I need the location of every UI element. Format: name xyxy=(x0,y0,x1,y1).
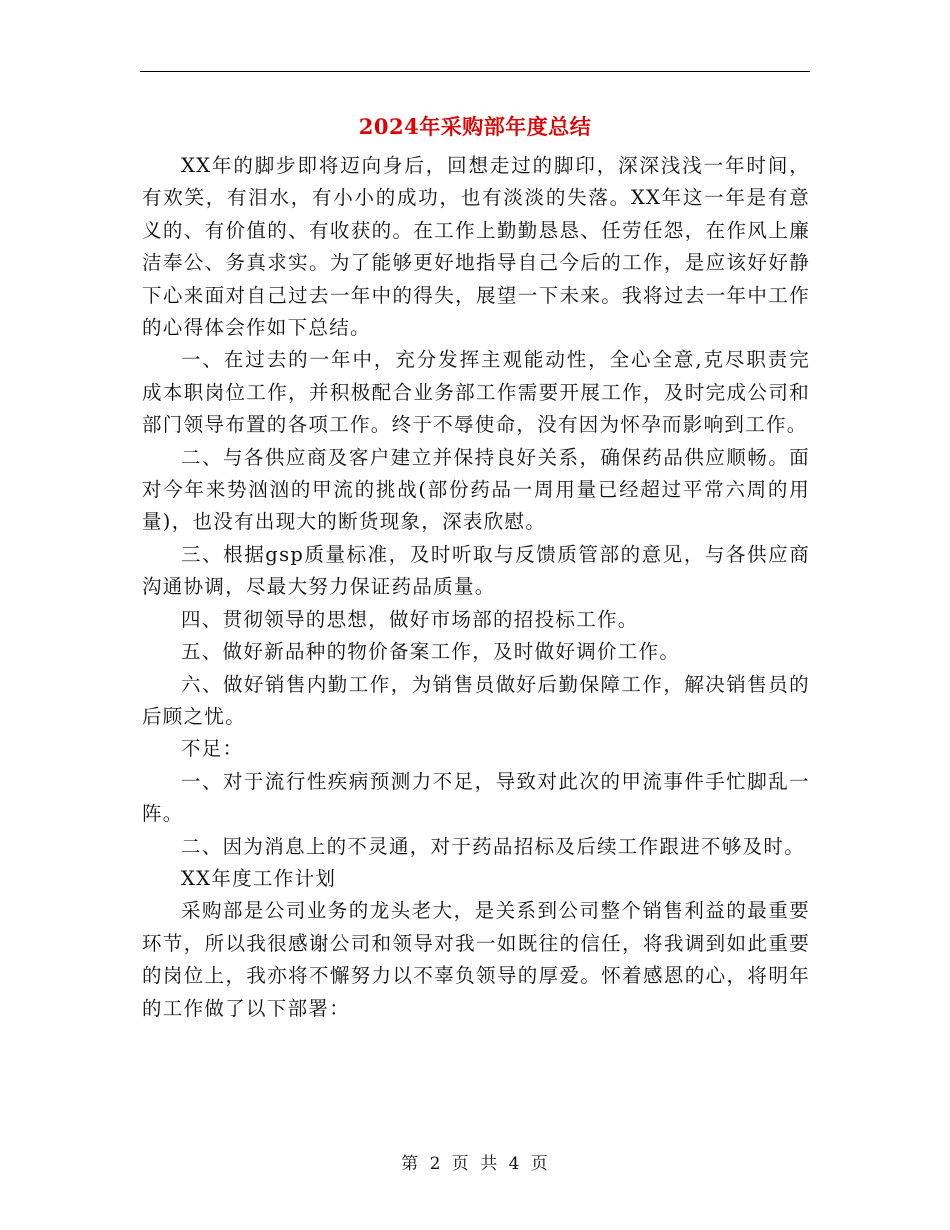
header-rule xyxy=(140,71,810,72)
document-body xyxy=(142,150,810,1025)
paragraph-plan-heading: XX年度工作计划 xyxy=(181,866,337,890)
page-number-footer: 第 2 页 共 4 页 xyxy=(401,1154,549,1174)
paragraph-point-1: 一、在过去的一年中，充分发挥主观能动性，全心全意,克尽职责完成本职岗位工作，并积极配合业务部工作需要开展工作，及时完成公司和部门领导布置的各项工作。终于不辱使命，没有因为怀孕而影响到工作。 xyxy=(142,348,810,437)
paragraph-intro: XX年的脚步即将迈向身后，回想走过的脚印，深深浅浅一年时间，有欢笑，有泪水，有小小的成功，也有淡淡的失落。XX年这一年是有意义的、有价值的、有收获的。在工作上勤勤恳恳、任劳任怨，在作风上廉洁奉公、务真求实。为了能够更好地指导自己今后的工作，是应该好好静下心来面对自己过去一年中的得失，展望一下未来。我将过去一年中工作的心得体会作如下总结。 xyxy=(142,154,810,340)
paragraph-shortcoming-1: 一、对于流行性疾病预测力不足，导致对此次的甲流事件手忙脚乱一阵。 xyxy=(142,769,810,826)
paragraph-point-2: 二、与各供应商及客户建立并保持良好关系，确保药品供应顺畅。面对今年来势汹汹的甲流的挑战(部份药品一周用量已经超过平常六周的用量)，也没有出现大的断货现象，深表欣慰。 xyxy=(142,445,810,534)
paragraph-point-4: 四、贯彻领导的思想，做好市场部的招投标工作。 xyxy=(181,607,639,631)
paragraph-shortcomings-heading: 不足： xyxy=(181,737,244,761)
paragraph-point-6: 六、做好销售内勤工作，为销售员做好后勤保障工作，解决销售员的后顾之忧。 xyxy=(142,672,810,728)
document-title: 2024年采购部年度总结 xyxy=(358,114,592,139)
paragraph-plan-intro: 采购部是公司业务的龙头老大，是关系到公司整个销售利益的最重要环节，所以我很感谢公司和领导对我一如既往的信任，将我调到如此重要的岗位上，我亦将不懈努力以不辜负领导的厚爱。怀着感恩的心，将明年的工作做了以下部署： xyxy=(142,899,810,1020)
paragraph-point-3: 三、根据gsp质量标准，及时听取与反馈质管部的意见，与各供应商沟通协调，尽最大努力保证药品质量。 xyxy=(142,542,810,599)
paragraph-point-5: 五、做好新品种的物价备案工作，及时做好调价工作。 xyxy=(181,640,681,664)
paragraph-shortcoming-2: 二、因为消息上的不灵通，对于药品招标及后续工作跟进不够及时。 xyxy=(181,834,806,858)
